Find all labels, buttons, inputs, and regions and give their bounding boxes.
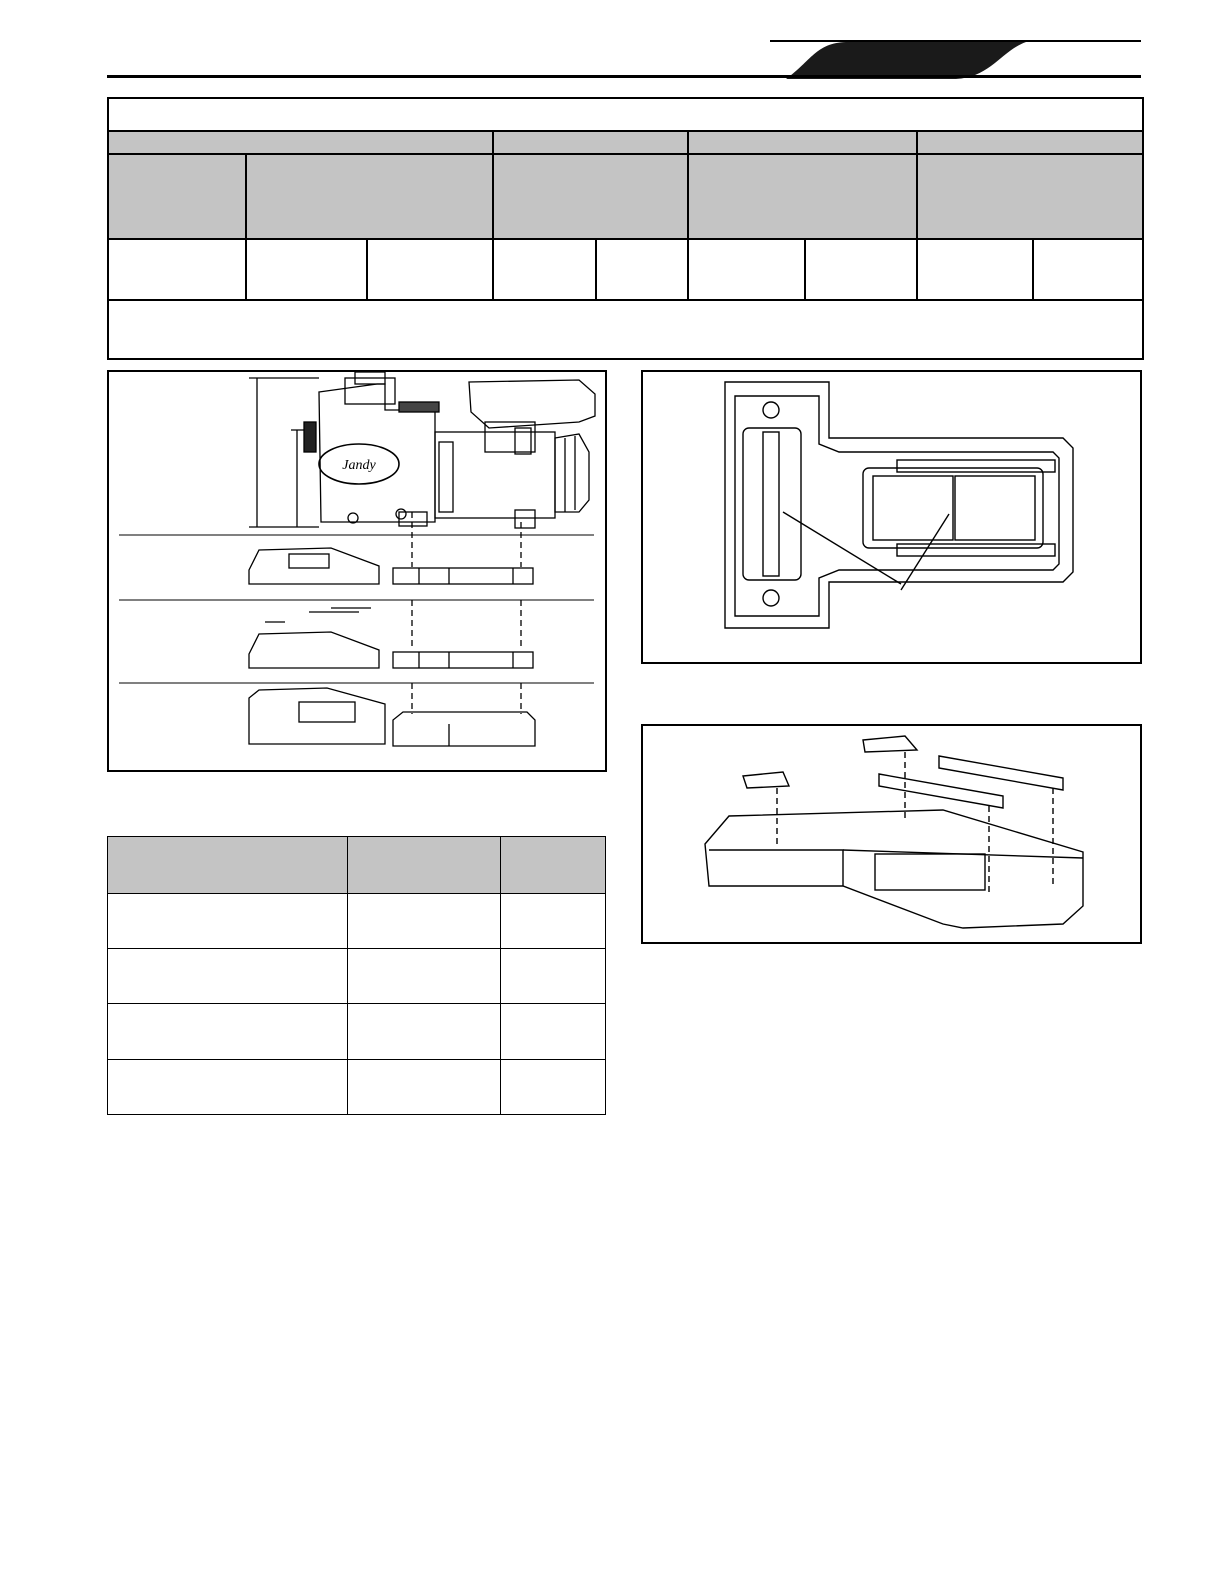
parts-row-3-col-2 <box>348 1004 500 1059</box>
parts-row-1-col-1 <box>108 894 347 948</box>
parts-row-4-col-2 <box>348 1060 500 1114</box>
spec-note <box>109 301 1142 358</box>
parts-row-2-col-2 <box>348 949 500 1003</box>
spec-header-4 <box>689 155 916 238</box>
base-top-view-figure <box>641 370 1142 664</box>
spec-table-title <box>109 99 1142 130</box>
parts-header-3 <box>501 837 605 893</box>
spec-value-8 <box>918 240 1032 299</box>
header-tab-shape <box>786 41 1026 79</box>
spec-table <box>107 97 1144 360</box>
spec-header-3 <box>494 155 687 238</box>
spec-value-3 <box>368 240 492 299</box>
spec-group-1 <box>109 132 492 153</box>
spec-value-5 <box>597 240 687 299</box>
spec-header-1 <box>109 155 245 238</box>
spec-value-2 <box>247 240 366 299</box>
spec-header-5 <box>918 155 1142 238</box>
parts-row-2-col-1 <box>108 949 347 1003</box>
parts-row-2-col-3 <box>501 949 605 1003</box>
base-assembly-figure <box>641 724 1142 944</box>
spec-value-6 <box>689 240 804 299</box>
spec-value-4 <box>494 240 595 299</box>
spec-group-2 <box>494 132 687 153</box>
spec-group-4 <box>918 132 1142 153</box>
parts-row-3-col-3 <box>501 1004 605 1059</box>
parts-row-1-col-3 <box>501 894 605 948</box>
spec-header-2 <box>247 155 492 238</box>
parts-table <box>107 836 606 1115</box>
parts-header-1 <box>108 837 347 893</box>
spec-value-7 <box>806 240 916 299</box>
header-rule <box>107 75 1141 78</box>
pump-figure <box>107 370 607 772</box>
spec-value-9 <box>1034 240 1142 299</box>
parts-row-1-col-2 <box>348 894 500 948</box>
spec-value-1 <box>109 240 245 299</box>
parts-row-4-col-1 <box>108 1060 347 1114</box>
jandy-logo-text: Jandy <box>342 458 376 473</box>
parts-row-3-col-1 <box>108 1004 347 1059</box>
parts-header-2 <box>348 837 500 893</box>
spec-group-3 <box>689 132 916 153</box>
parts-row-4-col-3 <box>501 1060 605 1114</box>
